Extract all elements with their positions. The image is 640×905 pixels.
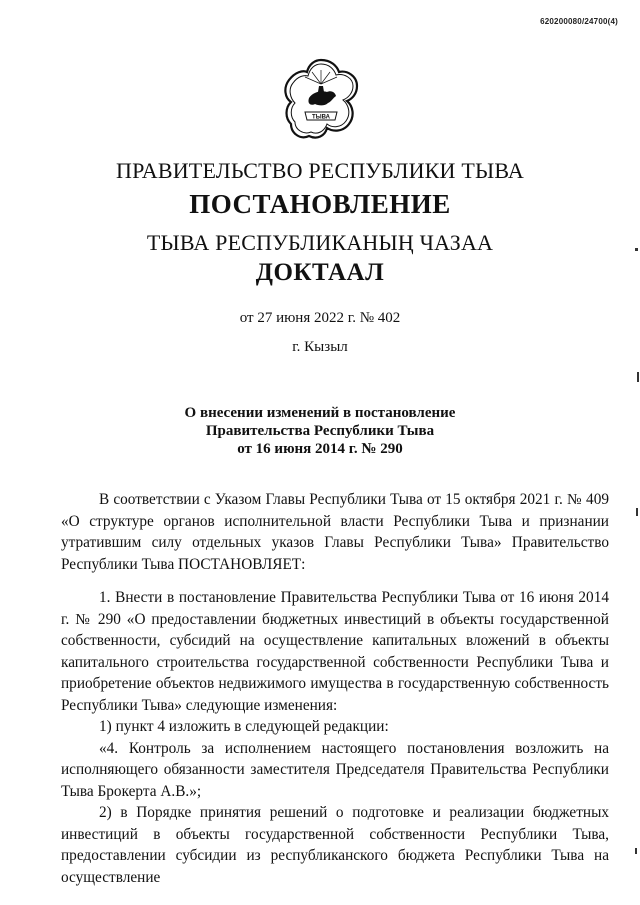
preamble-text: В соответствии с Указом Главы Республики Тыва от 15 октября 2021 г. № 409 «О структуре органов исполнительной власти Республики Тыва и признании утратившим силу отдельных указов Главы Республики Тыва» Правительство Республики Тыва ПОСТАНОВЛЯЕТ:: [61, 491, 609, 573]
body-paragraph: «4. Контроль за исполнением настоящего постановления возложить на исполняющего обязанности заместителя Председателя Правительства Республики Тыва Брокерта А.В.»;: [61, 739, 609, 800]
document-code: 620200080/24700(4): [540, 17, 618, 26]
decree-subject: [0, 404, 640, 458]
body-paragraph: 1. Внести в постановление Правительства Республики Тыва от 16 июня 2014 г. № 290 «О предоставлении бюджетных инвестиций в объекты государственной собственности, субсидий на осуществление капитальных вложений в объекты капитального строительства государственной собственности Республики Тыва и приобретение объектов недвижимого имущества в государственную собственность Республики Тыва» следующие изменения:: [61, 589, 609, 714]
government-title-tv: ТЫВА РЕСПУБЛИКАНЫҢ ЧАЗАА: [146, 230, 494, 255]
coat-of-arms-icon: [281, 56, 361, 152]
scan-artifact: [637, 372, 639, 382]
body-paragraph: 2) в Порядке принятия решений о подготовке и реализации бюджетных инвестиций в объекты государственной собственности Республики Тыва, предоставлении субсидии из республиканского бюджета Республики Тыва на осуществление: [61, 804, 609, 886]
decree-body: [61, 587, 609, 888]
subject-line: Правительства Республики Тыва: [205, 423, 435, 439]
subject-line: О внесении изменений в постановление: [184, 405, 456, 421]
decree-city: г. Кызыл: [292, 339, 348, 355]
decree-title-ru: ПОСТАНОВЛЕНИЕ: [189, 189, 451, 219]
scan-artifact: [636, 508, 638, 516]
scan-artifact: [635, 248, 638, 251]
emblem-banner-text: ТЫВА: [312, 114, 330, 121]
decree-title-tv: ДОКТААЛ: [255, 259, 385, 286]
body-paragraph: 1) пункт 4 изложить в следующей редакции:: [99, 718, 389, 735]
subject-line: от 16 июня 2014 г. № 290: [237, 441, 403, 457]
government-title-ru: ПРАВИТЕЛЬСТВО РЕСПУБЛИКИ ТЫВА: [116, 158, 524, 183]
scan-artifact: [635, 848, 637, 854]
decree-date: от 27 июня 2022 г. № 402: [239, 310, 401, 326]
preamble: [61, 489, 609, 575]
